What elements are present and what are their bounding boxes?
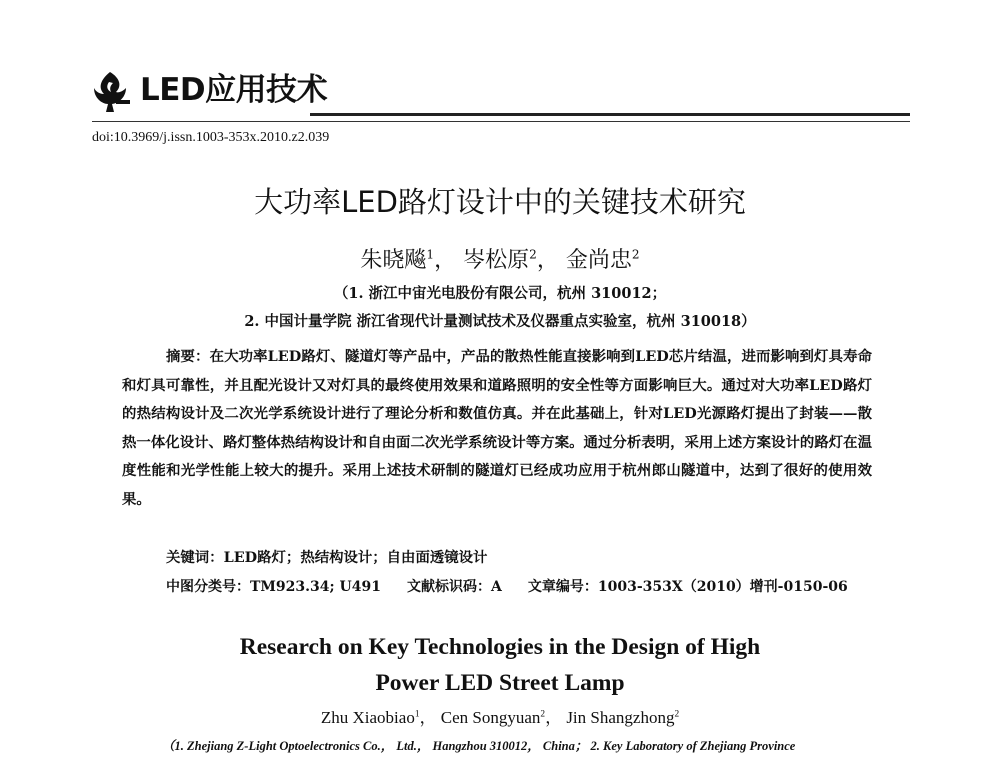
author-zh: 金尚忠 [565, 248, 632, 273]
author-en: Zhu Xiaobiao [320, 708, 415, 727]
author-aff-mark: 1 [426, 247, 435, 262]
abstract-label: 摘要： [166, 349, 210, 365]
author-separator: ， [536, 248, 559, 273]
author-separator: ， [545, 708, 563, 727]
class-number-label: 中图分类号： [166, 579, 250, 595]
author-zh: 岑松原 [463, 248, 530, 273]
paper-title-en: Power LED Street Lamp [375, 670, 625, 696]
affiliation-zh: （1. 浙江中宙光电股份有限公司，杭州 310012； [333, 285, 667, 302]
header-rule-thin [92, 121, 910, 122]
classification-line [166, 576, 848, 598]
abstract [122, 343, 872, 514]
keywords [166, 547, 487, 569]
author-en: Cen Songyuan [440, 708, 541, 727]
affiliation-zh: 2. 中国计量学院 浙江省现代计量测试技术及仪器重点实验室，杭州 310018） [244, 313, 756, 330]
doc-code-label: 文献标识码： [406, 579, 491, 595]
author-aff-mark: 2 [540, 709, 546, 720]
class-number-value: TM923.34; U491 [250, 579, 381, 595]
author-separator: ， [419, 708, 437, 727]
author-aff-mark: 1 [414, 709, 420, 720]
abstract-text: 在大功率LED路灯、隧道灯等产品中，产品的散热性能直接影响到LED芯片结温，进而影响到灯具寿命和灯具可靠性，并且配光设计又对灯具的最终使用效果和道路照明的安全性等方面影响巨大。通过对大功率LED路灯的热结构设计及二次光学系统设计进行了理论分析和数值仿真。并在此基础上，针对LED光源路灯提出了封装——散热一体化设计、路灯整体热结构设计和自由面二次光学系统设计等方案。通过分析表明，采用上述方案设计的路灯在温度性能和光学性能上较大的提升。采用上述技术研制的隧道灯已经成功应用于杭州郎山隧道中，达到了很好的使用效果。 [122, 348, 872, 508]
keywords-text: LED路灯；热结构设计；自由面透镜设计 [223, 549, 488, 566]
paper-title-zh: 大功率LED路灯设计中的关键技术研究 [254, 185, 746, 219]
authors-en [0, 706, 1000, 730]
author-separator: ， [434, 248, 457, 273]
authors-zh [0, 246, 1000, 276]
article-number-value: 1003-353X（2010）增刊-0150-06 [597, 579, 848, 595]
author-zh: 朱晓飚 [360, 248, 427, 273]
led-flame-logo-icon [92, 70, 132, 114]
affiliation-en: （1. Zhejiang Z-Light Optoelectronics Co.， Ltd.， Hangzhou 310012， China； 2. Key Laboratory of Zhejiang Province [162, 739, 796, 753]
header-rule-thick [310, 113, 910, 116]
author-aff-mark: 2 [529, 247, 537, 262]
author-aff-mark: 2 [631, 247, 640, 262]
doc-code-value: A [490, 579, 502, 595]
author-en: Jin Shangzhong [566, 708, 675, 727]
article-number-label: 文章编号： [527, 579, 598, 595]
author-aff-mark: 2 [674, 709, 680, 720]
journal-name: LED应用技术 [140, 72, 328, 108]
paper-title-en: Research on Key Technologies in the Design of High [239, 634, 761, 660]
keywords-label: 关键词： [166, 550, 224, 566]
doi: doi:10.3969/j.issn.1003-353x.2010.z2.039 [92, 130, 330, 145]
